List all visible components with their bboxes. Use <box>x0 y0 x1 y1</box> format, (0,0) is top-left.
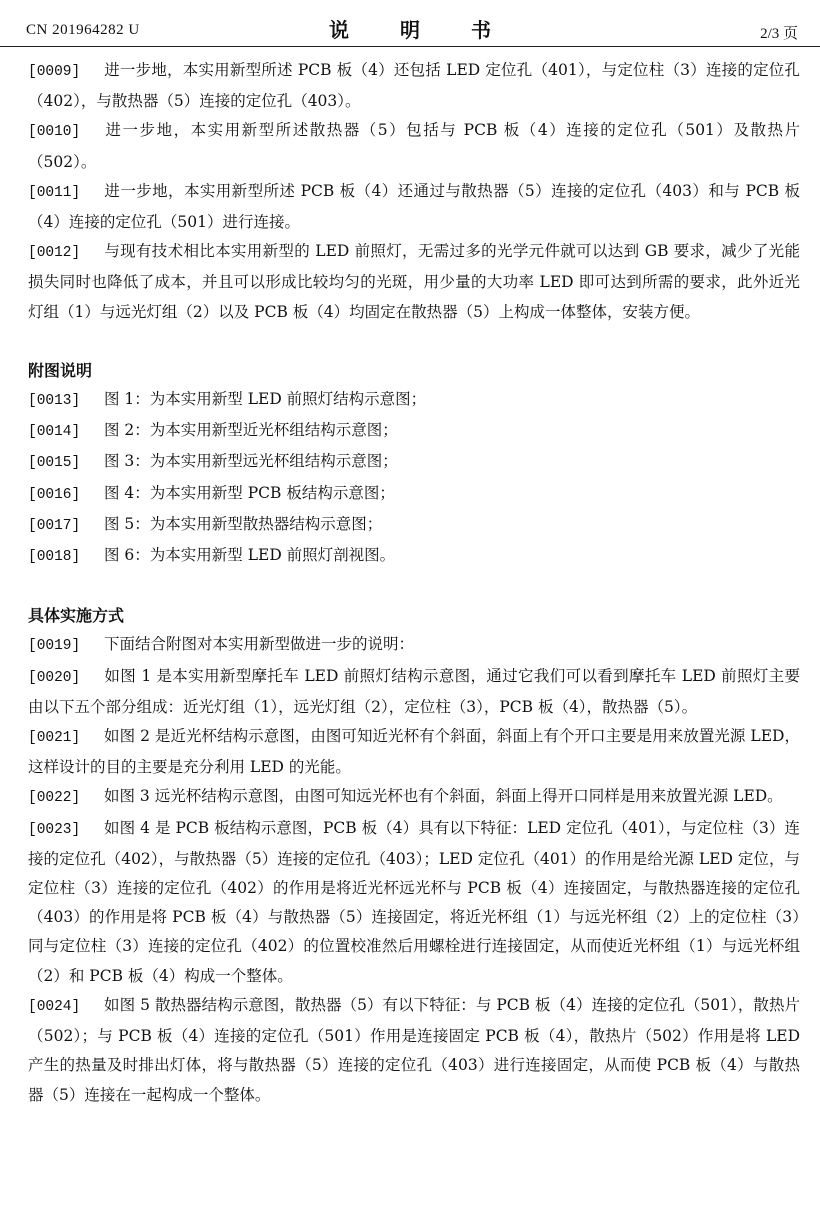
paragraph <box>28 814 800 991</box>
paragraph <box>28 237 800 327</box>
page-number: 2/3 页 <box>760 26 798 42</box>
paragraph-number: [0013] <box>28 393 81 410</box>
paragraph <box>28 385 800 416</box>
paragraph-text: 如图 4 是 PCB 板结构示意图，PCB 板（4）具有以下特征：LED 定位孔（401），与定位柱（3）连接的定位孔（402），与散热器（5）连接的定位孔（403）；LED 定位孔（401）的作用是给光源 LED 定位，与定位柱（3）连接的定位孔（402）的作用是将近光杯远光杯与 PCB 板（4）连接固定，与散热器连接的定位孔（403）的作用是将 PCB 板（4）与散热器（5）连接固定，将近光杯组（1）与远光杯组（2）上的定位柱（3）同与定位柱（3）连接的定位孔（402）的位置校准然后用螺栓进行连接固定，从而使近光杯组（1）与远光杯组（2）和 PCB 板（4）构成一个整体。 <box>28 818 800 985</box>
paragraph <box>28 56 800 116</box>
paragraph <box>28 116 800 176</box>
document-number: CN 201964282 U <box>26 22 140 38</box>
paragraph-number: [0015] <box>28 455 81 472</box>
paragraph-text: 如图 5 散热器结构示意图，散热器（5）有以下特征：与 PCB 板（4）连接的定位孔（501），散热片（502）；与 PCB 板（4）连接的定位孔（501）作用是连接固定 PCB 板（4），散热片（502）作用是将 LED 产生的热量及时排出灯体，将与散热器（5）连接的定位孔（403）进行连接固定，从而使 PCB 板（4）与散热器（5）连接在一起构成一个整体。 <box>28 995 800 1104</box>
paragraph-number: [0019] <box>28 638 81 655</box>
paragraph <box>28 177 800 237</box>
section-heading-figures: 附图说明 <box>28 360 93 380</box>
paragraph-text: 进一步地，本实用新型所述 PCB 板（4）还包括 LED 定位孔（401），与定位柱（3）连接的定位孔（402），与散热器（5）连接的定位孔（403）。 <box>28 61 800 111</box>
paragraph-text: 图 5：为本实用新型散热器结构示意图； <box>104 514 383 533</box>
paragraph-text: 如图 2 是近光杯结构示意图，由图可知近光杯有个斜面，斜面上有个开口主要是用来放置光源 LED，这样设计的目的主要是充分利用 LED 的光能。 <box>28 727 800 777</box>
paragraph-text: 进一步地，本实用新型所述 PCB 板（4）还通过与散热器（5）连接的定位孔（403）和与 PCB 板（4）连接的定位孔（501）进行连接。 <box>28 181 800 232</box>
paragraph-number: [0010] <box>28 124 81 141</box>
section-heading-embodiments: 具体实施方式 <box>28 606 125 626</box>
paragraph <box>28 991 800 1110</box>
paragraph <box>28 447 800 478</box>
paragraph <box>28 510 800 541</box>
paragraph-number: [0016] <box>28 486 81 503</box>
paragraph <box>28 782 800 813</box>
paragraph-number: [0014] <box>28 424 81 441</box>
paragraph-group-embodiments <box>28 630 800 1109</box>
paragraph-text: 如图 1 是本实用新型摩托车 LED 前照灯结构示意图，通过它我们可以看到摩托车 LED 前照灯主要由以下五个部分组成：近光灯组（1），远光灯组（2），定位柱（3），PCB 板（4），散热器（5）。 <box>28 666 800 716</box>
paragraph-number: [0017] <box>28 517 81 534</box>
paragraph <box>28 630 800 661</box>
paragraph-text: 图 4：为本实用新型 PCB 板结构示意图； <box>104 483 395 502</box>
paragraph <box>28 479 800 510</box>
document-body <box>28 56 800 1110</box>
paragraph-number: [0009] <box>28 64 81 80</box>
paragraph-number: [0020] <box>28 669 81 686</box>
paragraph-text: 与现有技术相比本实用新型的 LED 前照灯，无需过多的光学元件就可以达到 GB 要求，减少了光能损失同时也降低了成本，并且可以形成比较均匀的光斑，用少量的大功率 LED 即可达到所需的要求，此外近光灯组（1）与远光灯组（2）以及 PCB 板（4）均固定在散热器（5）上构成一体整体，安装方便。 <box>28 242 800 321</box>
paragraph-group-summary <box>28 56 800 327</box>
paragraph-text: 图 3：为本实用新型远光杯组结构示意图； <box>104 452 398 471</box>
paragraph <box>28 541 800 572</box>
paragraph-number: [0012] <box>28 245 81 262</box>
document-title: 说 明 书 <box>329 18 513 42</box>
paragraph-group-figures <box>28 385 800 572</box>
paragraph-number: [0021] <box>28 730 81 747</box>
paragraph-text: 图 1：为本实用新型 LED 前照灯结构示意图； <box>104 390 427 409</box>
paragraph-number: [0011] <box>28 184 81 201</box>
paragraph-number: [0023] <box>28 821 81 838</box>
paragraph-text: 下面结合附图对本实用新型做进一步的说明： <box>104 635 415 654</box>
paragraph-number: [0018] <box>28 549 81 566</box>
paragraph-number: [0022] <box>28 790 81 807</box>
paragraph-text: 如图 3 远光杯结构示意图，由图可知远光杯也有个斜面，斜面上得开口同样是用来放置光源 LED。 <box>104 787 783 806</box>
paragraph <box>28 416 800 447</box>
paragraph-text: 进一步地，本实用新型所述散热器（5）包括与 PCB 板（4）连接的定位孔（501）及散热片（502）。 <box>28 121 801 171</box>
paragraph <box>28 722 800 782</box>
paragraph-text: 图 2：为本实用新型近光杯组结构示意图； <box>104 421 398 440</box>
paragraph <box>28 662 800 722</box>
paragraph-number: [0024] <box>28 998 81 1015</box>
page-header <box>0 0 820 47</box>
paragraph-text: 图 6：为本实用新型 LED 前照灯剖视图。 <box>104 546 396 565</box>
